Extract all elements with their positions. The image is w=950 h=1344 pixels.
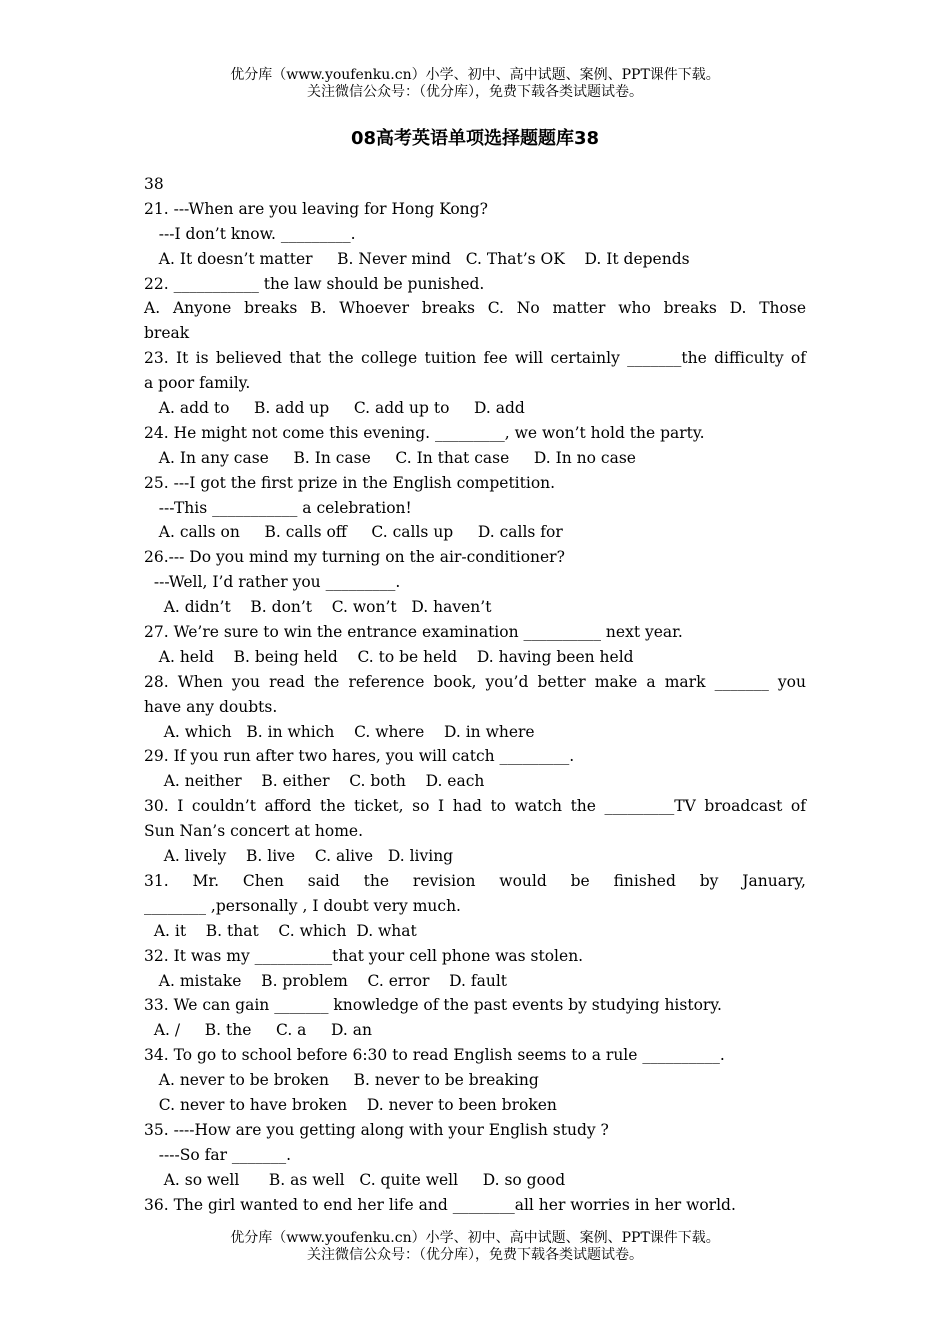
question-23: 23. It is believed that the college tuition fee will certainly _______the difficulty of	[144, 349, 806, 368]
text-line: Sun Nan’s concert at home.	[144, 822, 364, 841]
text-line: ----So far _______.	[144, 1145, 292, 1164]
question-26: 26.--- Do you mind my turning on the air-conditioner?	[144, 548, 565, 567]
document-title: 08高考英语单项选择题题库38	[350, 128, 600, 149]
options-line: A. / B. the C. a D. an	[144, 1021, 373, 1040]
question-27: 27. We’re sure to win the entrance examination __________ next year.	[144, 623, 683, 642]
options-line: A. held B. being held C. to be held D. having been held	[144, 647, 634, 666]
question-32: 32. It was my __________that your cell phone was stolen.	[144, 946, 584, 965]
options-line: A. didn’t B. don’t C. won’t D. haven’t	[144, 598, 492, 617]
options-line: A. it B. that C. which D. what	[144, 921, 417, 940]
options-line: A. mistake B. problem C. error D. fault	[144, 971, 508, 990]
options-line: A. add to B. add up C. add up to D. add	[144, 399, 525, 418]
options-line: C. never to have broken D. never to been broken	[144, 1095, 557, 1114]
question-36: 36. The girl wanted to end her life and ________all her worries in her world.	[144, 1195, 736, 1214]
options-line: A. neither B. either C. both D. each	[144, 772, 485, 791]
options-line: A. In any case B. In case C. In that case D. In no case	[144, 448, 636, 467]
text-line: ---Well, I’d rather you _________.	[144, 573, 401, 592]
question-30: 30. I couldn’t afford the ticket, so I had to watch the _________TV broadcast of	[144, 797, 806, 816]
document-body	[144, 172, 806, 1217]
options-line: A. which B. in which C. where D. in where	[144, 722, 535, 741]
footer-line-2: 关注微信公众号：（优分库），免费下载各类试题试卷。	[307, 1247, 643, 1263]
text-line: ---I don’t know. _________.	[144, 224, 356, 243]
question-24: 24. He might not come this evening. _________, we won’t hold the party.	[144, 423, 705, 442]
text-line: break	[144, 324, 190, 343]
options-line: A. lively B. live C. alive D. living	[144, 847, 454, 866]
options-line: A. never to be broken B. never to be breaking	[144, 1071, 539, 1090]
question-21: 21. ---When are you leaving for Hong Kong?	[144, 199, 488, 218]
question-22: 22. ___________ the law should be punished.	[144, 274, 485, 293]
question-25: 25. ---I got the first prize in the English competition.	[144, 473, 556, 492]
options-line: A. Anyone breaks B. Whoever breaks C. No matter who breaks D. Those	[144, 299, 806, 318]
header-line-2: 关注微信公众号：（优分库），免费下载各类试题试卷。	[307, 84, 643, 100]
text-line: ---This ___________ a celebration!	[144, 498, 412, 517]
page-footer	[0, 1230, 950, 1264]
question-33: 33. We can gain _______ knowledge of the past events by studying history.	[144, 996, 722, 1015]
options-line: A. It doesn’t matter B. Never mind C. That’s OK D. It depends	[144, 249, 690, 268]
question-35: 35. ----How are you getting along with your English study ?	[144, 1120, 609, 1139]
question-34: 34. To go to school before 6:30 to read English seems to a rule __________.	[144, 1046, 725, 1065]
page-header	[0, 67, 950, 101]
text-line: 38	[144, 175, 164, 193]
question-29: 29. If you run after two hares, you will catch _________.	[144, 747, 575, 766]
text-line: a poor family.	[144, 374, 251, 393]
text-line: have any doubts.	[144, 697, 278, 716]
question-31: 31. Mr. Chen said the revision would be finished by January,	[144, 871, 806, 890]
header-line-1: 优分库（www.youfenku.cn）小学、初中、高中试题、案例、PPT课件下载。	[230, 67, 720, 83]
options-line: A. calls on B. calls off C. calls up D. calls for	[144, 523, 563, 542]
question-28: 28. When you read the reference book, you’d better make a mark _______ you	[144, 672, 806, 691]
footer-line-1: 优分库（www.youfenku.cn）小学、初中、高中试题、案例、PPT课件下载。	[230, 1230, 720, 1246]
options-line: A. so well B. as well C. quite well D. so good	[144, 1170, 566, 1189]
text-line: ________ ,personally , I doubt very much.	[144, 896, 461, 915]
